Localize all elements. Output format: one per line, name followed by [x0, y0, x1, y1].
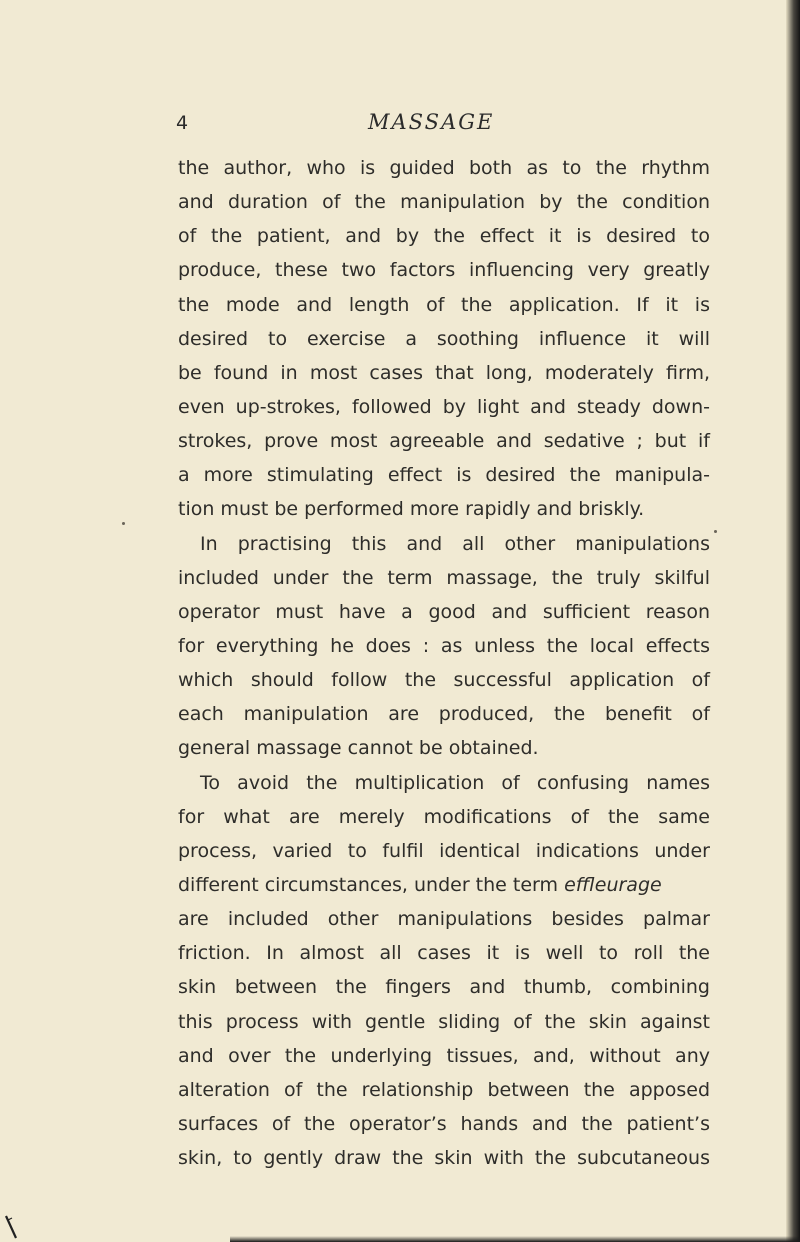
running-title: MASSAGE [368, 110, 495, 134]
page-number: 4 [176, 112, 189, 134]
page-bottom-shadow [230, 1236, 800, 1242]
text-line: strokes, prove most agreeable and sedative ; but if [178, 430, 710, 453]
text-line: friction. In almost all cases it is well to roll the [178, 942, 710, 965]
text-line: tion must be performed more rapidly and briskly. [178, 498, 645, 521]
text-line: surfaces of the operator’s hands and the patient’s [178, 1112, 710, 1135]
text-line: of the patient, and by the effect it is desired to [178, 225, 710, 248]
text-line: the author, who is guided both as to the rhythm [178, 157, 710, 179]
text-line: operator must have a good and sufficient reason [178, 600, 710, 623]
text-line: included under the term massage, the truly skilful [178, 566, 710, 589]
italic-term: effleurage [564, 873, 662, 896]
text-line: general massage cannot be obtained. [178, 737, 539, 760]
corner-pencil-mark [2, 1214, 38, 1240]
text-line: for what are merely modifications of the same [178, 805, 710, 828]
paper-speck [122, 522, 125, 525]
text-line: and duration of the manipulation by the condition [178, 191, 710, 214]
text-line [178, 868, 710, 902]
running-head [176, 110, 776, 140]
text-line: and over the underlying tissues, and, without any [178, 1044, 710, 1067]
text-line: alteration of the relationship between the apposed [178, 1078, 710, 1101]
text-line: each manipulation are produced, the benefit of [178, 703, 710, 726]
text-line: a more stimulating effect is desired the manipula- [178, 464, 710, 487]
text-line: be found in most cases that long, moderately firm, [178, 361, 710, 384]
paper-speck [714, 530, 717, 533]
text-line: process, varied to fulfil identical indications under [178, 839, 710, 862]
text-line: skin, to gently draw the skin with the subcutaneous [178, 1147, 710, 1170]
body-text [178, 151, 710, 1175]
text-line: this process with gentle sliding of the skin against [178, 1010, 710, 1033]
text-line: are included other manipulations besides palmar [178, 908, 710, 931]
text-line: desired to exercise a soothing influence it will [178, 327, 710, 350]
text-line: even up-strokes, followed by light and steady down- [178, 395, 710, 418]
text-line: the mode and length of the application. If it is [178, 293, 710, 316]
text-line: In practising this and all other manipulations [200, 532, 710, 555]
text-line: To avoid the multiplication of confusing names [200, 771, 710, 794]
text-line: produce, these two factors influencing very greatly [178, 259, 710, 282]
text-line: skin between the fingers and thumb, combining [178, 976, 710, 999]
text-fragment: different circumstances, under the term [178, 873, 565, 896]
page-spine-shadow [786, 0, 800, 1242]
text-line: which should follow the successful application of [178, 669, 710, 692]
text-line: for everything he does : as unless the local effects [178, 634, 710, 657]
